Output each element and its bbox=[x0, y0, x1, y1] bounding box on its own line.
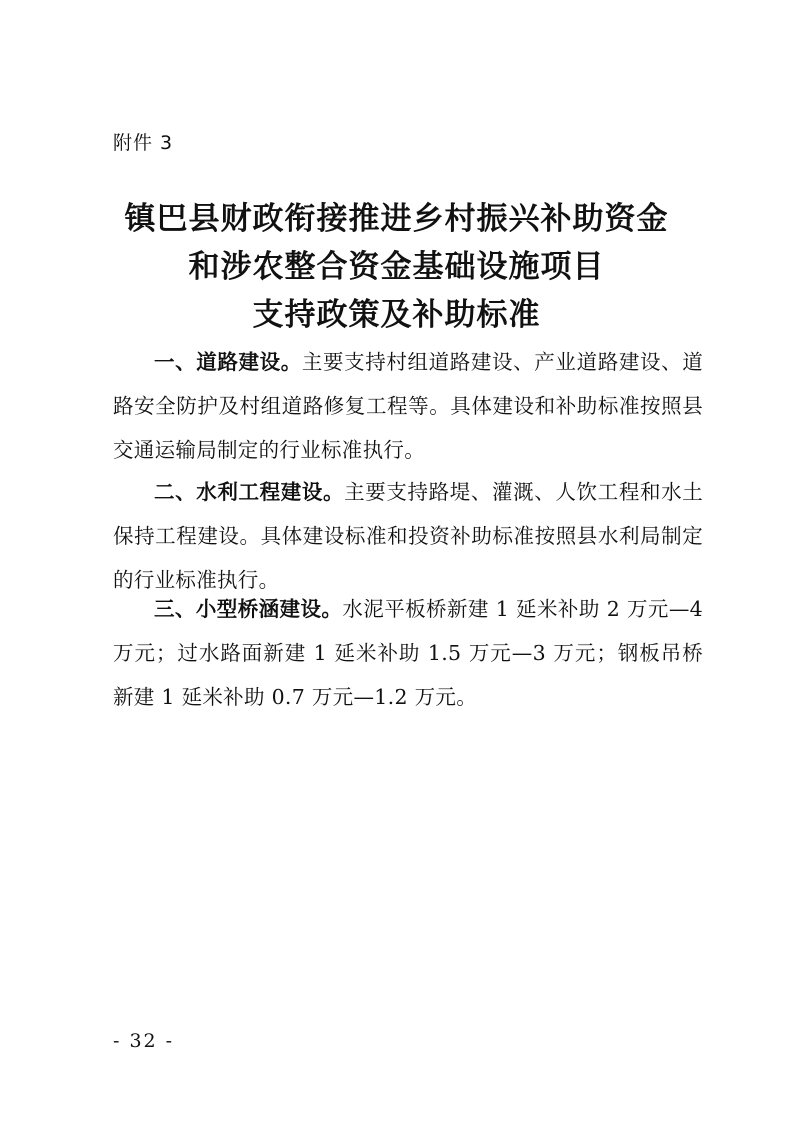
section-paragraph bbox=[113, 340, 703, 472]
section-bridge bbox=[113, 587, 703, 719]
title-line-1: 镇巴县财政衔接推进乡村振兴补助资金 bbox=[124, 201, 669, 237]
title-line-2: 和涉农整合资金基础设施项目 bbox=[188, 249, 605, 285]
section-water bbox=[113, 470, 703, 602]
section-paragraph bbox=[113, 470, 703, 602]
section-heading: 三、小型桥涵建设。 bbox=[154, 597, 343, 621]
section-body: 水泥平板桥新建 1 延米补助 2 万元—4 万元；过水路面新建 1 延米补助 1.5 万元—3 万元；钢板吊桥新建 1 延米补助 0.7 万元—1.2 万元。 bbox=[113, 597, 703, 709]
attachment-label: 附件 3 bbox=[113, 132, 174, 154]
section-heading: 一、道路建设。 bbox=[154, 350, 302, 374]
section-heading: 二、水利工程建设。 bbox=[154, 480, 345, 504]
section-road bbox=[113, 340, 703, 472]
section-body: 主要支持路堤、灌溉、人饮工程和水土保持工程建设。具体建设标准和投资补助标准按照县水利局制定的行业标准执行。 bbox=[113, 480, 703, 592]
section-paragraph bbox=[113, 587, 703, 719]
section-body: 主要支持村组道路建设、产业道路建设、道路安全防护及村组道路修复工程等。具体建设和补助标准按照县交通运输局制定的行业标准执行。 bbox=[113, 350, 703, 462]
page-number: - 32 - bbox=[113, 1030, 175, 1052]
title-line-3: 支持政策及补助标准 bbox=[252, 297, 541, 333]
